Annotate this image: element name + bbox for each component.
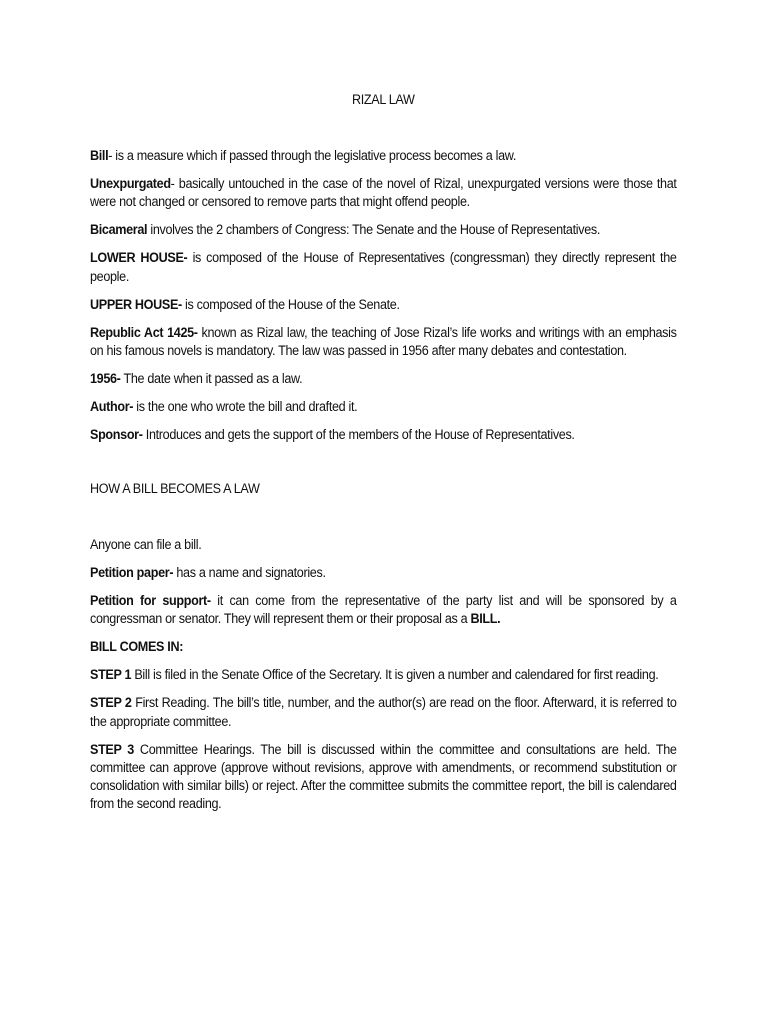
definition-term: Sponsor- [90, 426, 143, 442]
definition-text: Introduces and gets the support of the members of the House of Representatives. [142, 426, 575, 442]
petition-paper [90, 564, 677, 582]
step-2 [90, 694, 677, 730]
definition-text: - is a measure which if passed through the legislative process becomes a law. [108, 148, 517, 164]
petition-support-emphasis: BILL. [470, 611, 501, 627]
definition-lower-house [90, 249, 677, 285]
petition-support-text: it can come from the representative of the party list and will be sponsored by a congressman or senator. They will represent them or their proposal as a [90, 593, 677, 627]
section-heading: HOW A BILL BECOMES A LAW [90, 481, 260, 497]
definition-bill [90, 147, 677, 165]
step-text: Committee Hearings. The bill is discussed within the committee and consultations are held. The committee can approve (approve without revisions, approve with amendments, or recommend substitution or consolidation with similar bills) or reject. After the committee submits the committee report, the bill is calendared from the second reading. [90, 741, 677, 812]
intro-text: Anyone can file a bill. [90, 537, 202, 553]
definition-1956 [90, 370, 677, 388]
step-label: STEP 1 [90, 667, 132, 683]
definition-text: is the one who wrote the bill and drafted it. [133, 398, 358, 414]
definition-term: Bicameral [90, 222, 148, 238]
definition-text: The date when it passed as a law. [120, 370, 303, 386]
definition-sponsor [90, 426, 677, 444]
bill-comes-in-heading [90, 638, 677, 656]
definition-term: Republic Act 1425- [90, 324, 198, 340]
definition-bicameral [90, 221, 677, 239]
definition-text: involves the 2 chambers of Congress: The Senate and the House of Representatives. [147, 222, 601, 238]
definition-term: Bill [90, 148, 109, 164]
petition-paper-text: has a name and signatories. [173, 565, 326, 581]
definition-text: known as Rizal law, the teaching of Jose Rizal’s life works and writings with an emphasis on his famous novels is mandatory. The law was passed in 1956 after many debates and contestation. [90, 324, 677, 358]
definition-upper-house [90, 296, 677, 314]
petition-support-term: Petition for support- [90, 593, 211, 609]
step-label: STEP 3 [90, 741, 134, 757]
definition-term: LOWER HOUSE- [90, 250, 188, 266]
step-label: STEP 2 [90, 695, 132, 711]
definition-term: UPPER HOUSE- [90, 296, 182, 312]
definition-republic-act [90, 324, 677, 360]
definition-text: - basically untouched in the case of the novel of Rizal, unexpurgated versions were those that were not changed or censored to remove parts that might offend people. [90, 176, 677, 210]
step-text: Bill is filed in the Senate Office of the Secretary. It is given a number and calendared for first reading. [131, 667, 659, 683]
step-text: First Reading. The bill’s title, number, and the author(s) are read on the floor. Afterward, it is referred to the appropriate committee. [90, 695, 677, 729]
definition-text: is composed of the House of the Senate. [181, 296, 400, 312]
definition-term: Unexpurgated [90, 176, 171, 192]
definition-term: Author- [90, 398, 134, 414]
definition-author [90, 398, 677, 416]
petition-support [90, 592, 677, 628]
definition-unexpurgated [90, 175, 677, 211]
step-3 [90, 741, 677, 814]
step-1 [90, 666, 677, 684]
document-page [90, 88, 677, 823]
petition-paper-term: Petition paper- [90, 565, 174, 581]
bill-comes-in-label: BILL COMES IN: [90, 639, 184, 655]
definition-text: is composed of the House of Representatives (congressman) they directly represent the people. [90, 250, 677, 284]
definition-term: 1956- [90, 370, 121, 386]
document-title: RIZAL LAW [351, 92, 415, 107]
